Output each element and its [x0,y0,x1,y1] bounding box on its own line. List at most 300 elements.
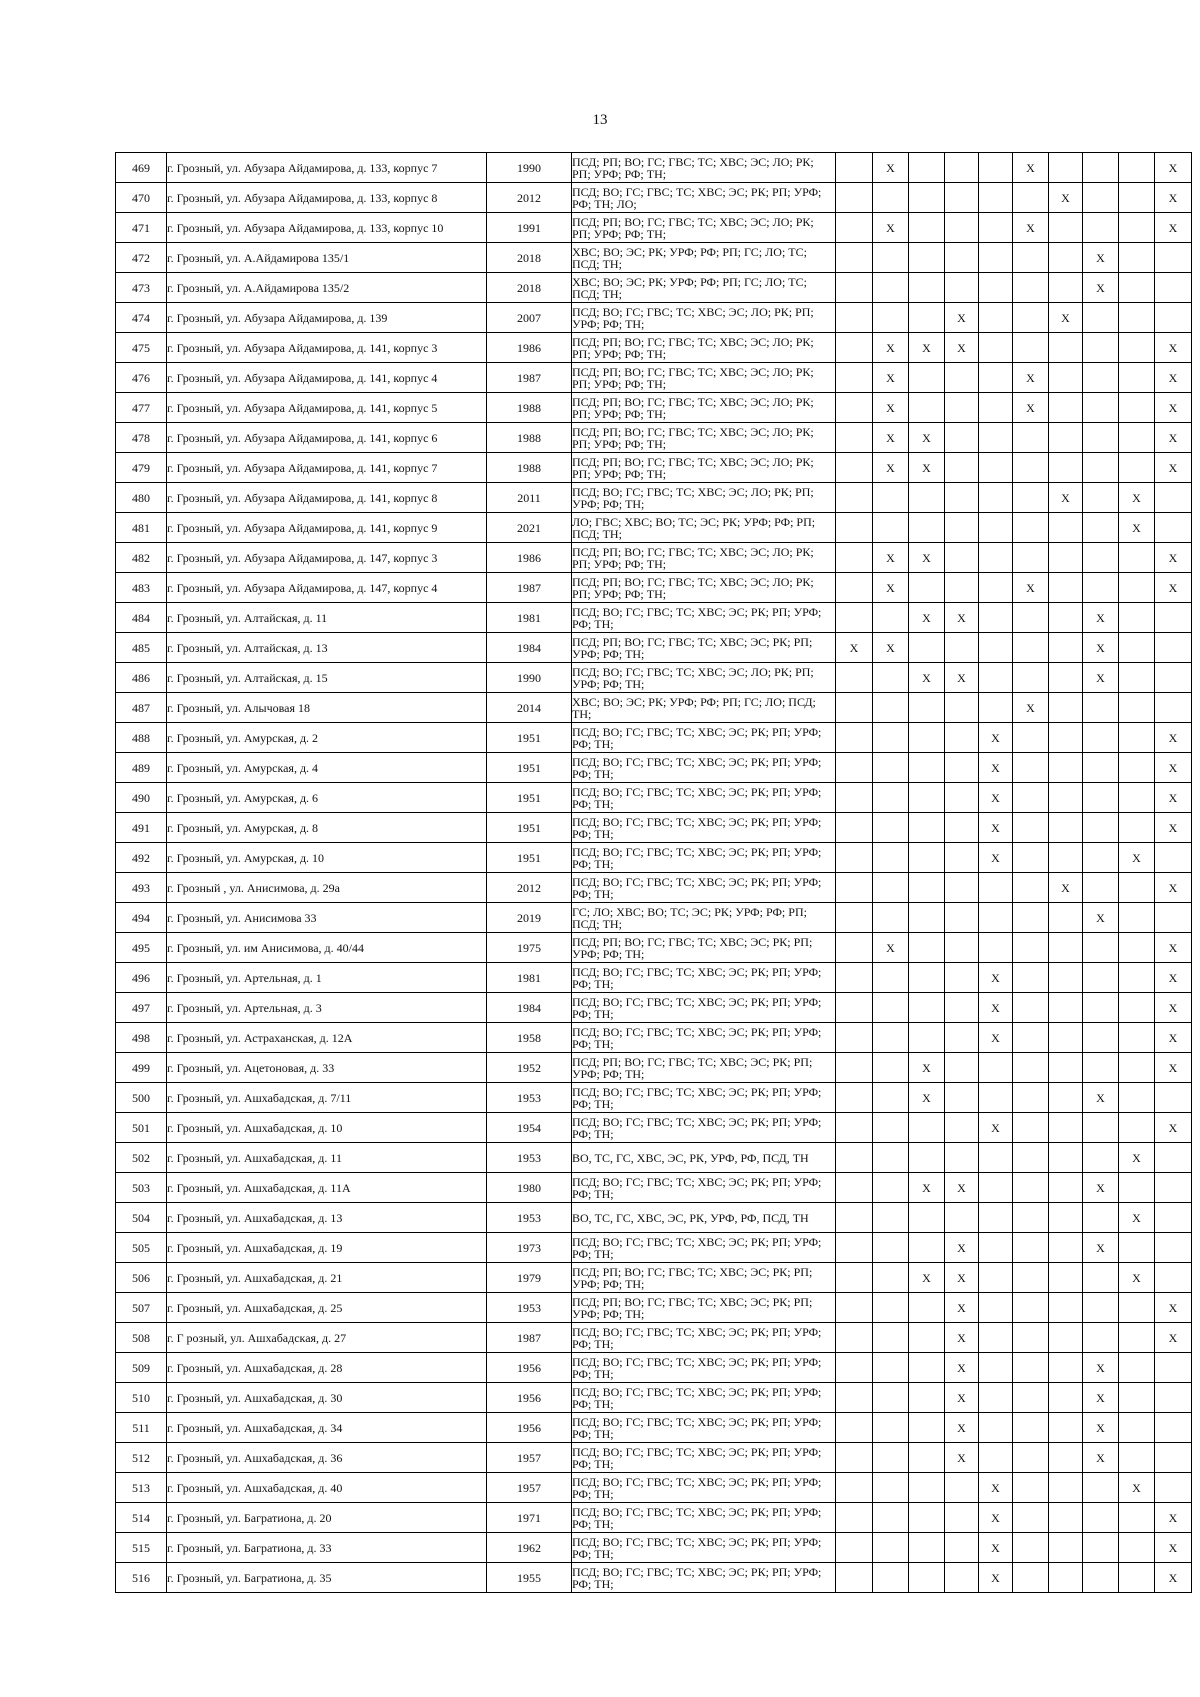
row-mark-cell: X [909,1173,945,1203]
row-mark-cell [873,243,909,273]
row-mark-cell [945,363,979,393]
row-mark-cell [836,333,873,363]
row-mark-cell [909,843,945,873]
row-mark-cell: X [1049,183,1083,213]
row-mark-cell [1155,633,1192,663]
row-number: 491 [116,813,167,843]
row-mark-cell [1155,243,1192,273]
row-address: г. Грозный, ул. Ашхабадская, д. 34 [167,1413,487,1443]
row-mark-cell [836,363,873,393]
row-mark-cell [945,963,979,993]
row-mark-cell: X [1119,1143,1155,1173]
row-mark-cell [979,1353,1013,1383]
row-mark-cell: X [873,423,909,453]
row-address: г. Грозный, ул. Абузара Айдамирова, д. 141, корпус 5 [167,393,487,423]
row-mark-cell [979,1233,1013,1263]
row-mark-cell [1155,1083,1192,1113]
row-mark-cell [836,873,873,903]
row-mark-cell [1119,783,1155,813]
row-mark-cell [909,933,945,963]
row-mark-cell: X [1013,153,1049,183]
row-mark-cell [1013,1083,1049,1113]
row-mark-cell [873,723,909,753]
row-mark-cell [836,1233,873,1263]
row-mark-cell: X [1155,423,1192,453]
row-mark-cell [1119,1443,1155,1473]
row-mark-cell [945,813,979,843]
row-address: г. Грозный, ул. А.Айдамирова 135/2 [167,273,487,303]
row-mark-cell [1013,1203,1049,1233]
table-row [116,1233,1192,1263]
row-works-list: ПСД; ВО; ГС; ГВС; ТС; ХВС; ЭС; РК; РП; УРФ; РФ; ТН; [572,1563,836,1593]
row-mark-cell [873,483,909,513]
row-mark-cell [1083,813,1119,843]
row-mark-cell [873,963,909,993]
row-works-list: ПСД; РП; ВО; ГС; ГВС; ТС; ХВС; ЭС; РК; РП; УРФ; РФ; ТН; [572,1053,836,1083]
row-number: 511 [116,1413,167,1443]
row-number: 497 [116,993,167,1023]
row-mark-cell [1119,1233,1155,1263]
row-mark-cell [836,423,873,453]
row-mark-cell: X [1155,543,1192,573]
row-works-list: ПСД; ВО; ГС; ГВС; ТС; ХВС; ЭС; РК; РП; УРФ; РФ; ТН; [572,1413,836,1443]
row-mark-cell: X [1049,483,1083,513]
row-mark-cell [873,1413,909,1443]
row-number: 515 [116,1533,167,1563]
row-year: 1990 [487,153,572,183]
table-row [116,1203,1192,1233]
row-mark-cell [1119,753,1155,783]
row-mark-cell [909,753,945,783]
row-mark-cell [1119,393,1155,423]
row-mark-cell [909,783,945,813]
row-mark-cell [979,873,1013,903]
row-mark-cell [836,213,873,243]
row-mark-cell [1083,213,1119,243]
row-mark-cell [1013,813,1049,843]
table-row [116,513,1192,543]
row-mark-cell: X [1155,393,1192,423]
row-mark-cell: X [909,453,945,483]
row-mark-cell [1049,1323,1083,1353]
row-mark-cell: X [1155,363,1192,393]
row-mark-cell [945,903,979,933]
row-mark-cell [1013,963,1049,993]
row-mark-cell [1083,1293,1119,1323]
row-mark-cell [979,1173,1013,1203]
row-mark-cell [1049,153,1083,183]
row-mark-cell [909,1323,945,1353]
row-year: 1975 [487,933,572,963]
table-row [116,1473,1192,1503]
row-mark-cell [909,1113,945,1143]
row-address: г. Грозный, ул. Ашхабадская, д. 36 [167,1443,487,1473]
row-mark-cell [1083,513,1119,543]
row-mark-cell [909,363,945,393]
row-mark-cell [1013,1353,1049,1383]
row-mark-cell [1049,1473,1083,1503]
row-mark-cell [945,543,979,573]
row-mark-cell [873,993,909,1023]
row-mark-cell [909,1383,945,1413]
table-row [116,633,1192,663]
row-year: 1987 [487,573,572,603]
row-address: г. Грозный, ул. Ашхабадская, д. 25 [167,1293,487,1323]
row-number: 480 [116,483,167,513]
row-mark-cell [1013,1383,1049,1413]
row-mark-cell [945,573,979,603]
row-works-list: ПСД; РП; ВО; ГС; ГВС; ТС; ХВС; ЭС; ЛО; РК; РП; УРФ; РФ; ТН; [572,153,836,183]
row-mark-cell [1083,453,1119,483]
row-mark-cell [1155,1203,1192,1233]
row-mark-cell [979,1323,1013,1353]
row-mark-cell [1013,1173,1049,1203]
row-mark-cell: X [909,543,945,573]
row-mark-cell [909,1023,945,1053]
row-mark-cell [1083,1203,1119,1233]
row-number: 488 [116,723,167,753]
row-mark-cell: X [979,1503,1013,1533]
table-row [116,783,1192,813]
row-mark-cell [1119,603,1155,633]
row-mark-cell [979,543,1013,573]
row-number: 509 [116,1353,167,1383]
row-mark-cell: X [1083,663,1119,693]
row-mark-cell [1119,723,1155,753]
row-mark-cell [1013,1563,1049,1593]
row-mark-cell [909,483,945,513]
row-mark-cell [1155,663,1192,693]
row-mark-cell [1119,453,1155,483]
row-mark-cell: X [1155,813,1192,843]
row-mark-cell: X [979,783,1013,813]
row-year: 1951 [487,813,572,843]
row-mark-cell [909,1533,945,1563]
row-mark-cell [1049,1113,1083,1143]
row-year: 1953 [487,1203,572,1233]
row-address: г. Грозный, ул. Астраханская, д. 12А [167,1023,487,1053]
row-mark-cell [873,663,909,693]
row-mark-cell [1013,303,1049,333]
row-mark-cell [1049,903,1083,933]
table-row [116,1383,1192,1413]
row-mark-cell [836,513,873,543]
row-mark-cell: X [1155,963,1192,993]
row-number: 516 [116,1563,167,1593]
row-mark-cell [1013,633,1049,663]
row-mark-cell [836,843,873,873]
row-mark-cell: X [945,1293,979,1323]
row-mark-cell [836,1353,873,1383]
row-mark-cell [873,183,909,213]
row-mark-cell [1119,1083,1155,1113]
row-mark-cell [1155,1143,1192,1173]
row-year: 1987 [487,1323,572,1353]
row-mark-cell: X [979,843,1013,873]
row-mark-cell [945,393,979,423]
row-mark-cell [836,1323,873,1353]
row-works-list: ПСД; ВО; ГС; ГВС; ТС; ХВС; ЭС; ЛО; РК; РП; УРФ; РФ; ТН; [572,303,836,333]
row-number: 507 [116,1293,167,1323]
table-row [116,993,1192,1023]
row-mark-cell: X [1155,1053,1192,1083]
row-year: 1956 [487,1383,572,1413]
row-mark-cell [836,903,873,933]
row-mark-cell [909,1413,945,1443]
row-number: 503 [116,1173,167,1203]
row-mark-cell: X [979,813,1013,843]
row-address: г. Грозный, ул. Багратиона, д. 35 [167,1563,487,1593]
row-mark-cell [1013,903,1049,933]
row-mark-cell [873,603,909,633]
row-mark-cell [1083,933,1119,963]
row-works-list: ПСД; РП; ВО; ГС; ГВС; ТС; ХВС; ЭС; РК; РП; УРФ; РФ; ТН; [572,633,836,663]
row-works-list: ПСД; ВО; ГС; ГВС; ТС; ХВС; ЭС; РК; РП; УРФ; РФ; ТН; [572,1113,836,1143]
row-mark-cell: X [945,1383,979,1413]
row-address: г. Грозный, ул. Ашхабадская, д. 11 [167,1143,487,1173]
row-number: 471 [116,213,167,243]
row-mark-cell: X [1155,1533,1192,1563]
row-mark-cell: X [1049,873,1083,903]
row-mark-cell [909,1443,945,1473]
row-mark-cell [1049,723,1083,753]
row-mark-cell [1119,573,1155,603]
row-mark-cell [945,1203,979,1233]
row-mark-cell: X [873,453,909,483]
row-works-list: ПСД; ВО; ГС; ГВС; ТС; ХВС; ЭС; РК; РП; УРФ; РФ; ТН; [572,1023,836,1053]
row-mark-cell [979,483,1013,513]
row-mark-cell [836,1473,873,1503]
row-mark-cell [1013,1533,1049,1563]
row-mark-cell [1083,693,1119,723]
row-mark-cell: X [1013,573,1049,603]
row-mark-cell [836,543,873,573]
row-mark-cell: X [1083,243,1119,273]
row-mark-cell: X [1155,573,1192,603]
row-works-list: ПСД; ВО; ГС; ГВС; ТС; ХВС; ЭС; РК; РП; УРФ; РФ; ТН; [572,1323,836,1353]
row-mark-cell [909,1143,945,1173]
row-number: 508 [116,1323,167,1353]
row-mark-cell [1013,753,1049,783]
row-mark-cell: X [873,153,909,183]
row-mark-cell [909,393,945,423]
row-address: г. Грозный, ул. Абузара Айдамирова, д. 141, корпус 6 [167,423,487,453]
row-works-list: ХВС; ВО; ЭС; РК; УРФ; РФ; РП; ГС; ЛО; ТС; ПСД; ТН; [572,273,836,303]
row-mark-cell: X [873,213,909,243]
row-year: 1971 [487,1503,572,1533]
row-number: 485 [116,633,167,663]
row-mark-cell: X [1119,1473,1155,1503]
row-mark-cell [873,783,909,813]
row-address: г. Грозный, ул. Алычовая 18 [167,693,487,723]
row-mark-cell [1013,843,1049,873]
row-mark-cell [1049,513,1083,543]
row-number: 470 [116,183,167,213]
row-mark-cell [1013,873,1049,903]
row-number: 513 [116,1473,167,1503]
row-mark-cell [1083,1113,1119,1143]
row-number: 495 [116,933,167,963]
row-mark-cell [836,1053,873,1083]
row-mark-cell: X [1083,603,1119,633]
row-mark-cell [1013,483,1049,513]
row-year: 1990 [487,663,572,693]
row-mark-cell [979,303,1013,333]
row-mark-cell [909,303,945,333]
row-mark-cell [836,1503,873,1533]
row-address: г. Грозный, ул. Артельная, д. 3 [167,993,487,1023]
row-mark-cell [873,303,909,333]
row-mark-cell [979,393,1013,423]
row-year: 1987 [487,363,572,393]
row-mark-cell [909,153,945,183]
row-mark-cell [1049,783,1083,813]
row-year: 2021 [487,513,572,543]
row-mark-cell [873,1203,909,1233]
row-mark-cell: X [945,1173,979,1203]
row-mark-cell [1119,1383,1155,1413]
row-year: 1953 [487,1083,572,1113]
row-mark-cell [836,1533,873,1563]
row-mark-cell [873,903,909,933]
row-mark-cell: X [1083,1173,1119,1203]
row-mark-cell: X [1013,213,1049,243]
row-number: 500 [116,1083,167,1113]
housing-registry-table [115,152,1192,1593]
row-works-list: ХВС; ВО; ЭС; РК; УРФ; РФ; РП; ГС; ЛО; ТС; ПСД; ТН; [572,243,836,273]
row-number: 498 [116,1023,167,1053]
row-address: г. Грозный, ул. Абузара Айдамирова, д. 133, корпус 8 [167,183,487,213]
row-mark-cell: X [979,1023,1013,1053]
row-works-list: ПСД; ВО; ГС; ГВС; ТС; ХВС; ЭС; РК; РП; УРФ; РФ; ТН; ЛО; [572,183,836,213]
row-mark-cell [1155,483,1192,513]
row-year: 1951 [487,843,572,873]
row-year: 2012 [487,873,572,903]
row-year: 1952 [487,1053,572,1083]
row-mark-cell [979,1413,1013,1443]
row-mark-cell [1049,1293,1083,1323]
row-mark-cell [945,1083,979,1113]
row-mark-cell [1083,873,1119,903]
row-mark-cell [1049,273,1083,303]
row-mark-cell [909,723,945,753]
row-mark-cell [836,573,873,603]
row-mark-cell: X [945,303,979,333]
row-mark-cell [909,243,945,273]
table-row [116,543,1192,573]
row-mark-cell: X [1083,1383,1119,1413]
row-address: г. Грозный, ул. Багратиона, д. 20 [167,1503,487,1533]
row-address: г. Грозный, ул. Амурская, д. 10 [167,843,487,873]
row-mark-cell [1119,1173,1155,1203]
row-year: 1958 [487,1023,572,1053]
row-works-list: ПСД; ВО; ГС; ГВС; ТС; ХВС; ЭС; РК; РП; УРФ; РФ; ТН; [572,1353,836,1383]
row-number: 481 [116,513,167,543]
row-mark-cell [909,573,945,603]
row-mark-cell [1083,573,1119,603]
row-works-list: ПСД; РП; ВО; ГС; ГВС; ТС; ХВС; ЭС; ЛО; РК; РП; УРФ; РФ; ТН; [572,213,836,243]
row-mark-cell [1155,1263,1192,1293]
row-mark-cell [1083,333,1119,363]
row-mark-cell [1049,423,1083,453]
row-mark-cell [1083,543,1119,573]
row-mark-cell [836,1413,873,1443]
row-mark-cell: X [979,1533,1013,1563]
row-mark-cell [1119,933,1155,963]
row-mark-cell [1013,543,1049,573]
row-mark-cell [873,873,909,903]
row-address: г. Грозный , ул. Анисимова, д. 29а [167,873,487,903]
row-mark-cell [1013,933,1049,963]
row-address: г. Грозный, ул. Ашхабадская, д. 21 [167,1263,487,1293]
row-mark-cell [1049,993,1083,1023]
row-number: 510 [116,1383,167,1413]
row-mark-cell [836,993,873,1023]
row-mark-cell [945,633,979,663]
row-mark-cell: X [1155,753,1192,783]
row-mark-cell [1013,1413,1049,1443]
row-address: г. Грозный, ул. Ашхабадская, д. 28 [167,1353,487,1383]
row-year: 1962 [487,1533,572,1563]
row-mark-cell [909,1353,945,1383]
row-mark-cell [1013,1053,1049,1083]
row-mark-cell [1119,363,1155,393]
table-row [116,1563,1192,1593]
row-mark-cell [1119,213,1155,243]
row-year: 1951 [487,753,572,783]
row-mark-cell: X [1155,723,1192,753]
table-row [116,1113,1192,1143]
row-mark-cell [1119,183,1155,213]
row-mark-cell: X [1155,933,1192,963]
row-year: 1951 [487,723,572,753]
row-mark-cell [1155,1233,1192,1263]
row-mark-cell: X [909,603,945,633]
row-address: г. Грозный, ул. А.Айдамирова 135/1 [167,243,487,273]
row-mark-cell [909,513,945,543]
row-year: 1953 [487,1143,572,1173]
row-mark-cell [979,573,1013,603]
row-works-list: ПСД; ВО; ГС; ГВС; ТС; ХВС; ЭС; РК; РП; УРФ; РФ; ТН; [572,1533,836,1563]
row-mark-cell: X [945,333,979,363]
row-mark-cell [1083,1023,1119,1053]
row-mark-cell [1013,1263,1049,1293]
row-mark-cell: X [1119,843,1155,873]
row-number: 482 [116,543,167,573]
row-address: г. Грозный, ул. Анисимова 33 [167,903,487,933]
row-mark-cell [1013,1443,1049,1473]
row-number: 478 [116,423,167,453]
row-year: 1986 [487,333,572,363]
row-year: 2012 [487,183,572,213]
row-mark-cell: X [1013,363,1049,393]
row-mark-cell [1119,273,1155,303]
row-mark-cell [979,1203,1013,1233]
row-mark-cell [945,1563,979,1593]
row-mark-cell [873,1113,909,1143]
row-mark-cell [945,933,979,963]
row-mark-cell [979,1143,1013,1173]
row-mark-cell: X [1119,1263,1155,1293]
row-mark-cell [909,633,945,663]
row-mark-cell [1119,543,1155,573]
row-mark-cell [1049,753,1083,783]
row-mark-cell [1155,843,1192,873]
row-year: 1953 [487,1293,572,1323]
row-mark-cell [909,873,945,903]
row-mark-cell [873,1143,909,1173]
row-year: 1981 [487,963,572,993]
